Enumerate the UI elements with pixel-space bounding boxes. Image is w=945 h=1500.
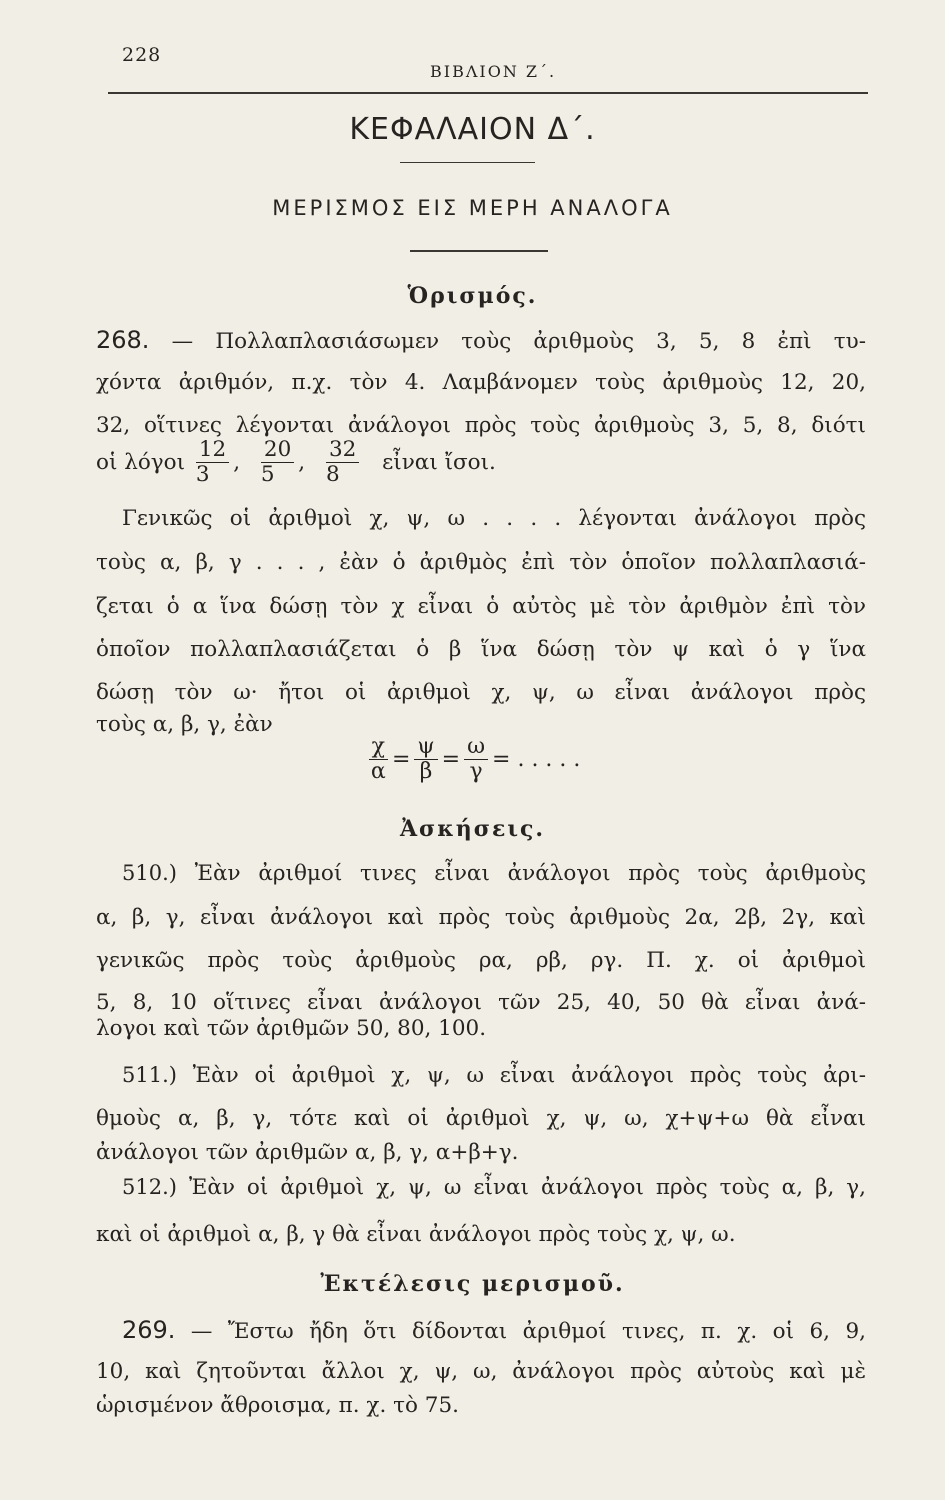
paragraph-line: 268. — Πολλαπλασιάσωμεν τοὺς ἀριθμοὺς 3, 5, 8 ἐπὶ τυ-	[96, 326, 866, 354]
paragraph-line: δώσῃ τὸν ω· ἤτοι οἱ ἀριθμοὶ χ, ψ, ω εἶναι ἀνάλογοι πρὸς	[96, 680, 866, 705]
proportion-equation: $\frac{\chi}{\alpha}$ = $\frac{\psi}{\beta}$ = $\frac{\omega}{\gamma}$ = . . . . .	[0, 735, 945, 784]
exercise-line: ἀνάλογοι τῶν ἀριθμῶν α, β, γ, α+β+γ.	[96, 1140, 519, 1165]
paragraph-number: 268.	[96, 326, 150, 354]
paragraph-line: χόντα ἀριθμόν, π.χ. τὸν 4. Λαμβάνομεν τοὺς ἀριθμοὺς 12, 20,	[96, 370, 866, 395]
ratio-line: οἱ λόγοι $\frac{12}{3}$ , $\frac{20}{5}$ , $\frac{32}{8}$ εἶναι ἴσοι.	[96, 437, 496, 487]
fraction: $\frac{20}{5}$	[261, 438, 294, 487]
section-heading-definition: Ὁρισμός.	[407, 283, 538, 309]
fraction: $\frac{\omega}{\gamma}$	[464, 735, 488, 784]
exercise-line: α, β, γ, εἶναι ἀνάλογοι καὶ πρὸς τοὺς ἀριθμοὺς 2α, 2β, 2γ, καὶ	[96, 905, 866, 930]
paragraph-line: 32, οἵτινες λέγονται ἀνάλογοι πρὸς τοὺς ἀριθμοὺς 3, 5, 8, διότι	[96, 413, 866, 438]
chapter-subtitle: ΜΕΡΙΣΜΟΣ ΕΙΣ ΜΕΡΗ ΑΝΑΛΟΓΑ	[272, 196, 673, 220]
fraction: $\frac{\chi}{\alpha}$	[369, 735, 388, 784]
running-title: ΒΙΒΛΙΟΝ Ζ΄.	[430, 62, 557, 81]
paragraph-line: τοὺς α, β, γ . . . , ἐὰν ὁ ἀριθμὸς ἐπὶ τὸν ὁποῖον πολλαπλασιά-	[96, 550, 866, 575]
fraction: $\frac{\psi}{\beta}$	[414, 735, 437, 784]
exercise-number: 512.)	[122, 1175, 177, 1199]
paragraph-line: Γενικῶς οἱ ἀριθμοὶ χ, ψ, ω . . . . λέγονται ἀνάλογοι πρὸς	[122, 506, 866, 531]
paragraph-line: ὁποῖον πολλαπλασιάζεται ὁ β ἵνα δώσῃ τὸν ψ καὶ ὁ γ ἵνα	[96, 637, 866, 662]
exercise-line: γενικῶς πρὸς τοὺς ἀριθμοὺς ρα, ρβ, ργ. Π. χ. οἱ ἀριθμοὶ	[96, 948, 866, 973]
paragraph-line: τοὺς α, β, γ, ἐὰν	[96, 712, 273, 737]
paragraph-line: 269. — Ἔστω ἤδη ὅτι δίδονται ἀριθμοί τινες, π. χ. οἱ 6, 9,	[122, 1316, 866, 1344]
header-rule	[108, 92, 868, 94]
subtitle-divider	[410, 250, 548, 252]
exercise-number: 510.)	[122, 861, 177, 885]
exercise-line: 510.) Ἐὰν ἀριθμοί τινες εἶναι ἀνάλογοι πρὸς τοὺς ἀριθμοὺς	[122, 861, 866, 886]
exercise-line: 5, 8, 10 οἵτινες εἶναι ἀνάλογοι τῶν 25, 40, 50 θὰ εἶναι ἀνά-	[96, 990, 866, 1015]
chapter-title: ΚΕΦΑΛΑΙΟΝ Δ΄.	[349, 112, 596, 147]
exercise-line: 511.) Ἐὰν οἱ ἀριθμοὶ χ, ψ, ω εἶναι ἀνάλογοι πρὸς τοὺς ἀρι-	[122, 1063, 866, 1088]
exercise-line: λογοι καὶ τῶν ἀριθμῶν 50, 80, 100.	[96, 1016, 487, 1041]
exercise-line: 512.) Ἐὰν οἱ ἀριθμοὶ χ, ψ, ω εἶναι ἀνάλογοι πρὸς τοὺς α, β, γ,	[122, 1175, 866, 1200]
fraction: $\frac{32}{8}$	[326, 438, 359, 487]
exercise-number: 511.)	[122, 1063, 177, 1087]
exercise-line: θμοὺς α, β, γ, τότε καὶ οἱ ἀριθμοὶ χ, ψ, ω, χ+ψ+ω θὰ εἶναι	[96, 1106, 866, 1131]
chapter-divider	[400, 162, 535, 163]
paragraph-line: ὡρισμένον ἄθροισμα, π. χ. τὸ 75.	[96, 1393, 459, 1418]
paragraph-number: 269.	[122, 1316, 176, 1344]
section-heading-exercises: Ἀσκήσεις.	[399, 816, 546, 842]
paragraph-line: ζεται ὁ α ἵνα δώσῃ τὸν χ εἶναι ὁ αὐτὸς μὲ τὸν ἀριθμὸν ἐπὶ τὸν	[96, 594, 866, 619]
exercise-line: καὶ οἱ ἀριθμοὶ α, β, γ θὰ εἶναι ἀνάλογοι πρὸς τοὺς χ, ψ, ω.	[96, 1222, 736, 1247]
section-heading-execution: Ἐκτέλεσις μερισμοῦ.	[320, 1271, 625, 1297]
fraction: $\frac{12}{3}$	[196, 438, 229, 487]
paragraph-line: 10, καὶ ζητοῦνται ἄλλοι χ, ψ, ω, ἀνάλογοι πρὸς αὐτοὺς καὶ μὲ	[96, 1359, 866, 1384]
page-number: 228	[122, 44, 162, 66]
